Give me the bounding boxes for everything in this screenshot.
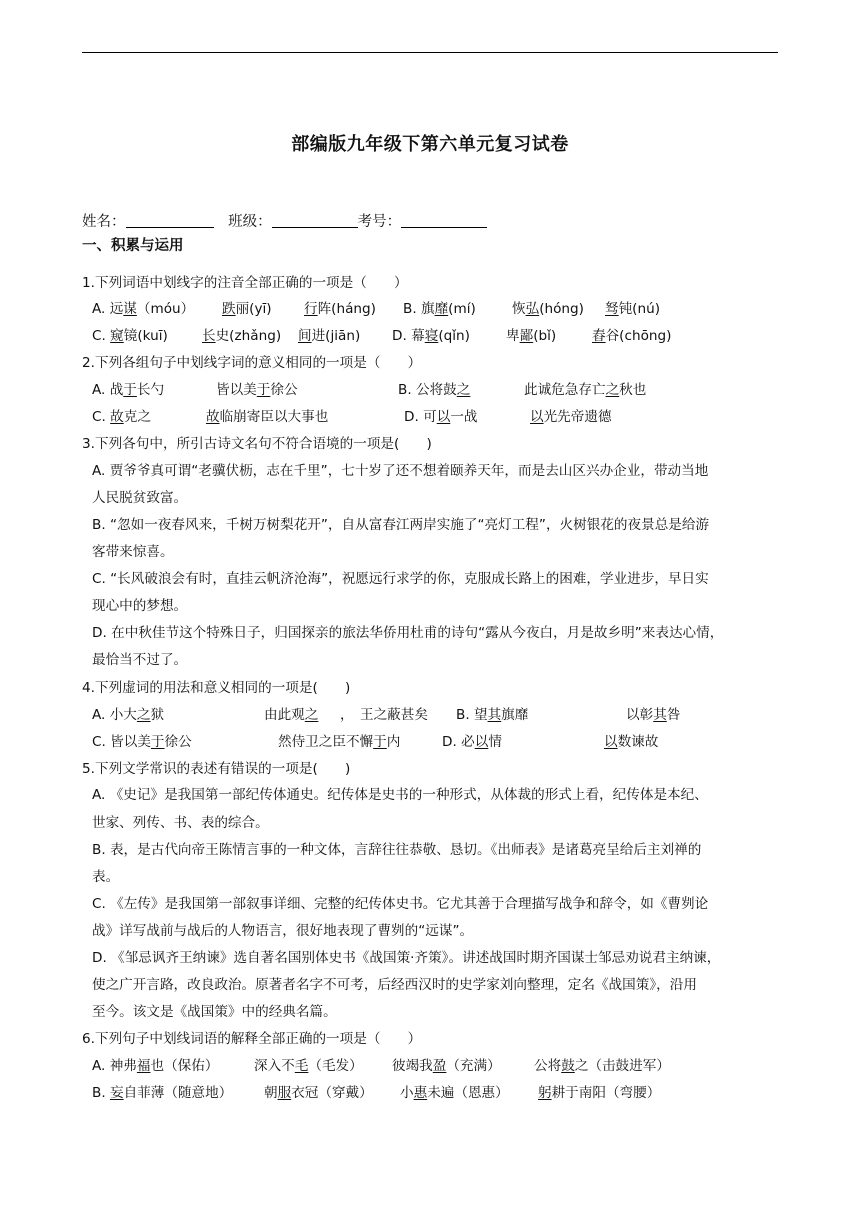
class-label: 班级： (228, 214, 272, 230)
student-info (82, 210, 487, 231)
question-5-option-c: C. 《左传》是我国第一部叙事详细、完整的纪传体史书。它尤其善于合理描写战争和辞令，如《曹刿论 (92, 896, 709, 912)
question-5-option-d-cont2: 至今。该文是《战国策》中的经典名篇。 (92, 1004, 337, 1020)
question-5-option-a: A. 《史记》是我国第一部纪传体通史。纪传体是史书的一种形式，从体裁的形式上看，纪传体是本纪、 (92, 787, 708, 803)
question-3-option-b: B. “忽如一夜春风来，千树万树梨花开”，自从富春江两岸实施了“亮灯工程”，火树银花的夜景总是给游 (92, 517, 710, 533)
question-3-option-c: C. “长风破浪会有时，直挂云帆济沧海”，祝愿远行求学的你，克服成长路上的困难，学业进步，早日实 (92, 571, 709, 587)
question-3-option-d-cont: 最恰当不过了。 (92, 652, 188, 668)
question-3-stem: 3.下列各句中，所引古诗文名句不符合语境的一项是( ) (82, 436, 432, 452)
question-3-option-a: A. 贾爷爷真可谓“老骥伏枥，志在千里”，七十岁了还不想着颐养天年，而是去山区兴办企业，带动当地 (92, 463, 709, 479)
question-5-option-b: B. 表，是古代向帝王陈情言事的一种文体，言辞往往恭敬、恳切。《出师表》是诸葛亮呈给后主刘禅的 (92, 842, 702, 858)
section-heading: 一、积累与运用 (82, 238, 184, 254)
question-6-stem: 6.下列句子中划线词语的解释全部正确的一项是（ ） (82, 1031, 422, 1047)
header-rule (82, 52, 778, 53)
question-3-option-a-cont: 人民脱贫致富。 (92, 490, 188, 506)
question-3-option-b-cont: 客带来惊喜。 (92, 544, 174, 560)
id-label: 考号： (357, 214, 402, 230)
id-field[interactable] (401, 212, 487, 228)
question-3-option-c-cont: 现心中的梦想。 (92, 598, 188, 614)
question-5-option-a-cont: 世家、列传、书、表的综合。 (92, 815, 269, 831)
question-5-option-d-cont: 使之广开言路，改良政治。原著者名字不可考，后经西汉时的史学家刘向整理，定名《战国策》，沿用 (92, 977, 697, 993)
question-2-stem: 2.下列各组句子中划线字词的意义相同的一项是（ ） (82, 355, 422, 371)
question-3-option-d: D. 在中秋佳节这个特殊日子，归国探亲的旅法华侨用杜甫的诗句“露从今夜白，月是故乡明”来表达心情， (92, 625, 724, 641)
question-5-option-d: D. 《邹忌讽齐王纳谏》选自著名国别体史书《战国策·齐策》。讲述战国时期齐国谋士邹忌劝说君主纳谏， (92, 950, 721, 966)
question-5-option-c-cont: 战》详写战前与战后的人物语言，很好地表现了曹刿的“远谋”。 (92, 923, 474, 939)
name-field[interactable] (126, 212, 214, 228)
question-5-option-b-cont: 表。 (92, 869, 120, 885)
question-1-stem: 1.下列词语中划线字的注音全部正确的一项是（ ） (82, 275, 408, 291)
page-title: 部编版九年级下第六单元复习试卷 (291, 134, 569, 155)
name-label: 姓名： (82, 214, 126, 230)
question-4-stem: 4.下列虚词的用法和意义相同的一项是( ) (82, 680, 351, 696)
question-5-stem: 5.下列文学常识的表述有错误的一项是( ) (82, 761, 351, 777)
class-field[interactable] (272, 212, 358, 228)
